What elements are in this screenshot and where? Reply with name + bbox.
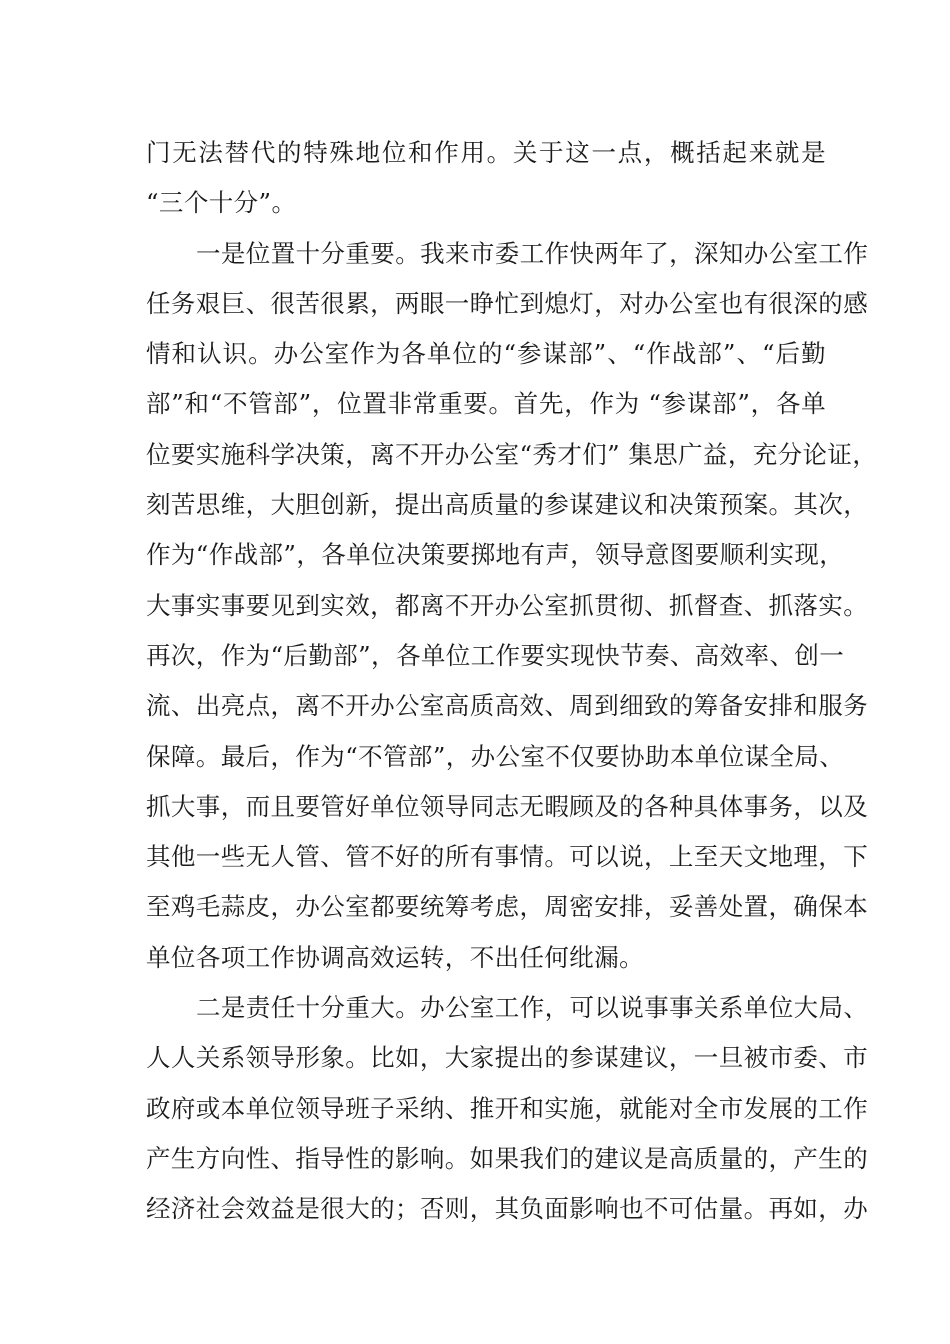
text-line: 门无法替代的特殊地位和作用。关于这一点，概括起来就是 bbox=[146, 138, 826, 167]
text-line: 情和认识。办公室作为各单位的“参谋部”、“作战部”、“后勤 bbox=[146, 339, 826, 369]
text-line: 位要实施科学决策，离不开办公室“秀才们” 集思广益，充分论证， bbox=[146, 439, 878, 469]
text-line: “三个十分”。 bbox=[146, 188, 297, 218]
document-body bbox=[146, 128, 878, 1235]
text-line: 保障。最后，作为“不管部”，办公室不仅要协助本单位谋全局、 bbox=[146, 741, 845, 771]
text-line: 单位各项工作协调高效运转，不出任何纰漏。 bbox=[146, 942, 644, 972]
text-line: 政府或本单位领导班子采纳、推开和实施，就能对全市发展的工作 bbox=[146, 1093, 869, 1123]
text-line: 抓大事，而且要管好单位领导同志无暇顾及的各种具体事务，以及 bbox=[146, 791, 869, 821]
text-line: 经济社会效益是很大的；否则，其负面影响也不可估量。再如，办 bbox=[146, 1194, 869, 1224]
paragraph-start-line: 一是位置十分重要。我来市委工作快两年了，深知办公室工作 bbox=[196, 238, 869, 268]
text-line: 其他一些无人管、管不好的所有事情。可以说，上至天文地理，下 bbox=[146, 842, 869, 872]
text-line: 产生方向性、指导性的影响。如果我们的建议是高质量的，产生的 bbox=[146, 1143, 869, 1173]
text-line: 部”和“不管部”，位置非常重要。首先，作为 “参谋部”，各单 bbox=[146, 389, 826, 419]
text-line: 至鸡毛蒜皮，办公室都要统筹考虑，周密安排，妥善处置，确保本 bbox=[146, 892, 869, 922]
text-line: 任务艰巨、很苦很累，两眼一睁忙到熄灯，对办公室也有很深的感 bbox=[146, 288, 869, 318]
text-line: 人人关系领导形象。比如，大家提出的参谋建议，一旦被市委、市 bbox=[146, 1043, 869, 1073]
text-line: 流、出亮点，离不开办公室高质高效、周到细致的筹备安排和服务 bbox=[146, 691, 869, 721]
text-line: 大事实事要见到实效，都离不开办公室抓贯彻、抓督查、抓落实。 bbox=[146, 590, 869, 620]
text-line: 刻苦思维，大胆创新，提出高质量的参谋建议和决策预案。其次， bbox=[146, 490, 869, 520]
text-line: 作为“作战部”，各单位决策要掷地有声，领导意图要顺利实现， bbox=[146, 540, 845, 570]
paragraph-start-line: 二是责任十分重大。办公室工作，可以说事事关系单位大局、 bbox=[196, 993, 869, 1023]
text-line: 再次，作为“后勤部”，各单位工作要实现快节奏、高效率、创一 bbox=[146, 640, 845, 670]
